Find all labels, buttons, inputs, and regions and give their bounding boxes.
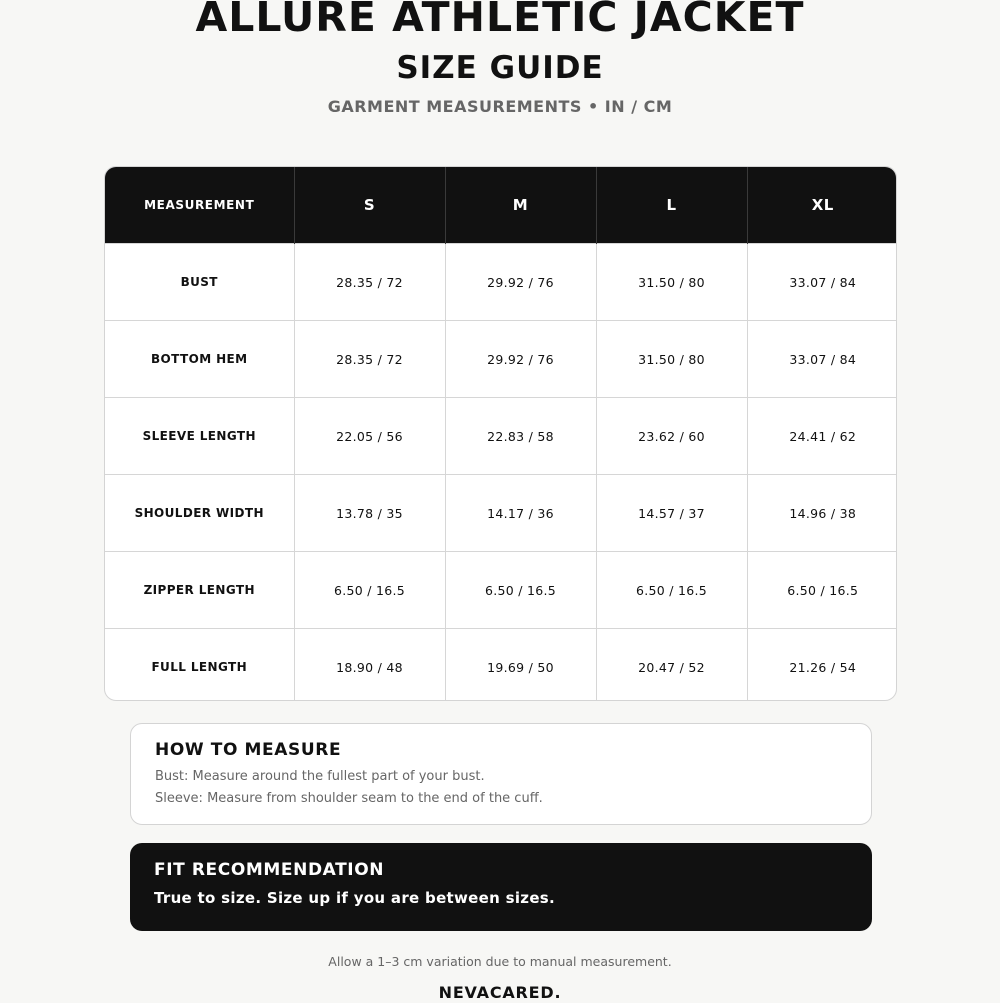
page-subtitle: SIZE GUIDE — [396, 50, 604, 86]
how-to-measure-title: HOW TO MEASURE — [155, 740, 342, 760]
table-cell: 23.62 / 60 — [596, 398, 747, 475]
row-label: SHOULDER WIDTH — [105, 475, 294, 552]
table-row — [105, 398, 897, 475]
table-cell: 14.57 / 37 — [596, 475, 747, 552]
table-cell: 22.83 / 58 — [445, 398, 596, 475]
table-row — [105, 629, 897, 702]
size-chart-table — [104, 166, 897, 701]
column-header-measurement: MEASUREMENT — [105, 167, 294, 244]
fit-recommendation-text: True to size. Size up if you are between sizes. — [154, 889, 556, 907]
table-cell: 19.69 / 50 — [445, 629, 596, 702]
table-cell: 31.50 / 80 — [596, 244, 747, 321]
table-cell: 13.78 / 35 — [294, 475, 445, 552]
table-cell: 29.92 / 76 — [445, 244, 596, 321]
table-cell: 28.35 / 72 — [294, 244, 445, 321]
measurement-units-caption: GARMENT MEASUREMENTS • IN / CM — [327, 97, 673, 116]
table-cell: 28.35 / 72 — [294, 321, 445, 398]
table-row — [105, 475, 897, 552]
table-cell: 6.50 / 16.5 — [747, 552, 897, 629]
table-cell: 6.50 / 16.5 — [445, 552, 596, 629]
table-cell: 29.92 / 76 — [445, 321, 596, 398]
brand-logo: NEVACARED. — [438, 983, 562, 1002]
column-header-size: M — [445, 167, 596, 244]
table-cell: 33.07 / 84 — [747, 321, 897, 398]
how-to-measure-card — [130, 723, 872, 825]
column-header-size: L — [596, 167, 747, 244]
row-label: BOTTOM HEM — [105, 321, 294, 398]
row-label: ZIPPER LENGTH — [105, 552, 294, 629]
table-cell: 21.26 / 54 — [747, 629, 897, 702]
table-row — [105, 244, 897, 321]
table-cell: 22.05 / 56 — [294, 398, 445, 475]
table-cell: 20.47 / 52 — [596, 629, 747, 702]
table-row — [105, 321, 897, 398]
table-row — [105, 552, 897, 629]
table-cell: 33.07 / 84 — [747, 244, 897, 321]
table-cell: 18.90 / 48 — [294, 629, 445, 702]
table-cell: 14.96 / 38 — [747, 475, 897, 552]
table-cell: 14.17 / 36 — [445, 475, 596, 552]
column-header-size: XL — [747, 167, 897, 244]
table-cell: 24.41 / 62 — [747, 398, 897, 475]
how-to-measure-line: Sleeve: Measure from shoulder seam to the end of the cuff. — [155, 791, 543, 806]
fit-recommendation-title: FIT RECOMMENDATION — [154, 860, 385, 880]
fit-recommendation-card — [130, 843, 872, 931]
variation-footnote: Allow a 1–3 cm variation due to manual measurement. — [328, 954, 672, 969]
column-header-size: S — [294, 167, 445, 244]
table-header-row — [105, 167, 897, 244]
table-cell: 6.50 / 16.5 — [294, 552, 445, 629]
row-label: FULL LENGTH — [105, 629, 294, 702]
page-title: ALLURE ATHLETIC JACKET — [195, 0, 805, 41]
how-to-measure-line: Bust: Measure around the fullest part of your bust. — [155, 769, 485, 784]
row-label: BUST — [105, 244, 294, 321]
row-label: SLEEVE LENGTH — [105, 398, 294, 475]
table-cell: 6.50 / 16.5 — [596, 552, 747, 629]
table-cell: 31.50 / 80 — [596, 321, 747, 398]
